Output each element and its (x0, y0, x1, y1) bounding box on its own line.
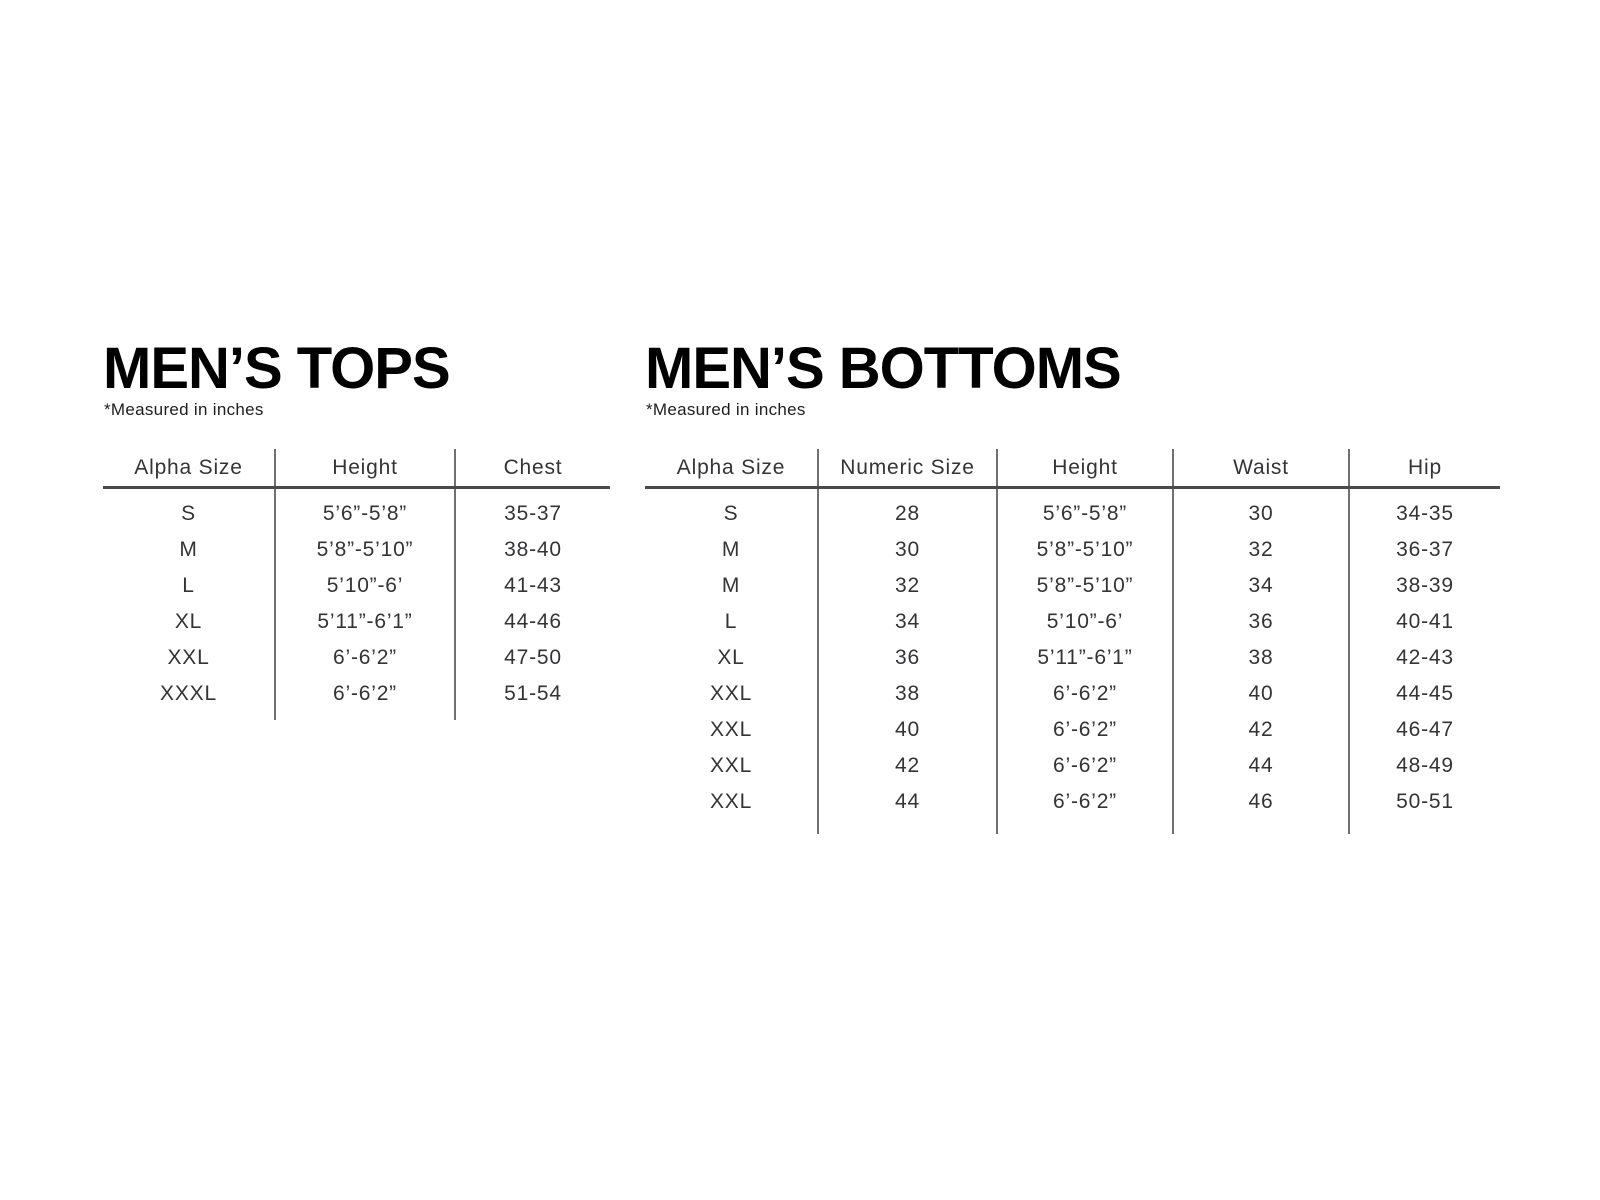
size-cell: 41-43 (455, 568, 610, 604)
column-header-hip: Hip (1349, 449, 1500, 488)
size-cell: XXL (709, 718, 753, 741)
size-cell: 6’-6’2” (997, 676, 1173, 712)
size-cell: 6’-6’2” (997, 748, 1173, 784)
size-cell: 5’10”-6’ (275, 568, 455, 604)
size-cell: XXL (709, 682, 753, 705)
column-header-alpha-size: Alpha Size (645, 449, 818, 488)
size-cell: M (179, 538, 198, 561)
size-cell: 36 (818, 640, 997, 676)
table-row (645, 604, 1500, 640)
size-cell: 5’8”-5’10” (997, 532, 1173, 568)
column-header-chest: Chest (455, 449, 610, 488)
size-cell: 5’10”-6’ (997, 604, 1173, 640)
size-cell: 42 (818, 748, 997, 784)
size-cell: 40-41 (1349, 604, 1500, 640)
size-cell: 6’-6’2” (275, 676, 455, 712)
size-cell: XXL (167, 646, 210, 669)
mens-tops-table (103, 449, 610, 720)
size-cell: 5’6”-5’8” (275, 496, 455, 532)
size-cell: XXL (709, 754, 753, 777)
header-row (103, 449, 610, 488)
table-row (645, 676, 1500, 712)
column-header-height: Height (275, 449, 455, 488)
size-cell: 42-43 (1349, 640, 1500, 676)
size-cell: 6’-6’2” (275, 640, 455, 676)
size-cell: 46-47 (1349, 712, 1500, 748)
size-cell: 46 (1173, 784, 1349, 820)
table-row (103, 532, 610, 568)
mens-tops-title: MEN’S TOPS (103, 336, 450, 401)
table-row (645, 748, 1500, 784)
size-cell: 5’11”-6’1” (275, 604, 455, 640)
table-row (645, 640, 1500, 676)
size-cell: 6’-6’2” (997, 712, 1173, 748)
size-cell: 5’6”-5’8” (997, 496, 1173, 532)
column-header-waist: Waist (1173, 449, 1349, 488)
spacer-row (103, 712, 610, 720)
table-row (645, 532, 1500, 568)
size-cell: 35-37 (455, 496, 610, 532)
size-cell: 38 (1173, 640, 1349, 676)
table-row (645, 712, 1500, 748)
column-header-height: Height (997, 449, 1173, 488)
size-cell: L (724, 610, 738, 633)
size-cell: 34-35 (1349, 496, 1500, 532)
size-cell: 38-40 (455, 532, 610, 568)
size-cell: 30 (1173, 496, 1349, 532)
size-cell: M (721, 574, 741, 597)
size-cell: 40 (1173, 676, 1349, 712)
size-cell: 47-50 (455, 640, 610, 676)
header-row (645, 449, 1500, 488)
spacer-row (645, 820, 1500, 834)
size-cell: 30 (818, 532, 997, 568)
size-cell: 34 (818, 604, 997, 640)
size-cell: 5’11”-6’1” (997, 640, 1173, 676)
size-cell: 42 (1173, 712, 1349, 748)
size-cell: 36-37 (1349, 532, 1500, 568)
size-cell: 40 (818, 712, 997, 748)
size-cell: 5’8”-5’10” (275, 532, 455, 568)
size-cell: 6’-6’2” (997, 784, 1173, 820)
mens-bottoms-title: MEN’S BOTTOMS (645, 336, 1121, 401)
column-header-alpha-size: Alpha Size (103, 449, 275, 488)
spacer-row (645, 488, 1500, 497)
size-cell: S (181, 502, 196, 525)
size-cell: M (721, 538, 741, 561)
size-cell: XXL (709, 790, 753, 813)
size-cell: 50-51 (1349, 784, 1500, 820)
mens-bottoms-measure-note: *Measured in inches (646, 400, 806, 419)
spacer-row (103, 488, 610, 497)
size-cell: 44-45 (1349, 676, 1500, 712)
size-cell: 44-46 (455, 604, 610, 640)
table-row (645, 568, 1500, 604)
column-header-numeric-size: Numeric Size (818, 449, 997, 488)
size-cell: XL (174, 610, 203, 633)
table-row (103, 640, 610, 676)
size-cell: 38-39 (1349, 568, 1500, 604)
size-cell: 32 (1173, 532, 1349, 568)
table-row (103, 568, 610, 604)
mens-bottoms-table (645, 449, 1500, 834)
table-row (645, 496, 1500, 532)
size-cell: XXXL (160, 682, 217, 705)
table-row (103, 676, 610, 712)
table-row (103, 496, 610, 532)
size-cell: 36 (1173, 604, 1349, 640)
mens-tops-measure-note: *Measured in inches (104, 400, 264, 419)
table-row (103, 604, 610, 640)
size-cell: 48-49 (1349, 748, 1500, 784)
size-cell: 44 (818, 784, 997, 820)
size-cell: XL (717, 646, 745, 669)
size-cell: 34 (1173, 568, 1349, 604)
size-cell: 44 (1173, 748, 1349, 784)
table-row (645, 784, 1500, 820)
size-cell: 32 (818, 568, 997, 604)
size-cell: 51-54 (455, 676, 610, 712)
size-cell: 38 (818, 676, 997, 712)
size-cell: S (723, 502, 739, 525)
size-cell: L (182, 574, 195, 597)
size-cell: 28 (818, 496, 997, 532)
size-cell: 5’8”-5’10” (997, 568, 1173, 604)
